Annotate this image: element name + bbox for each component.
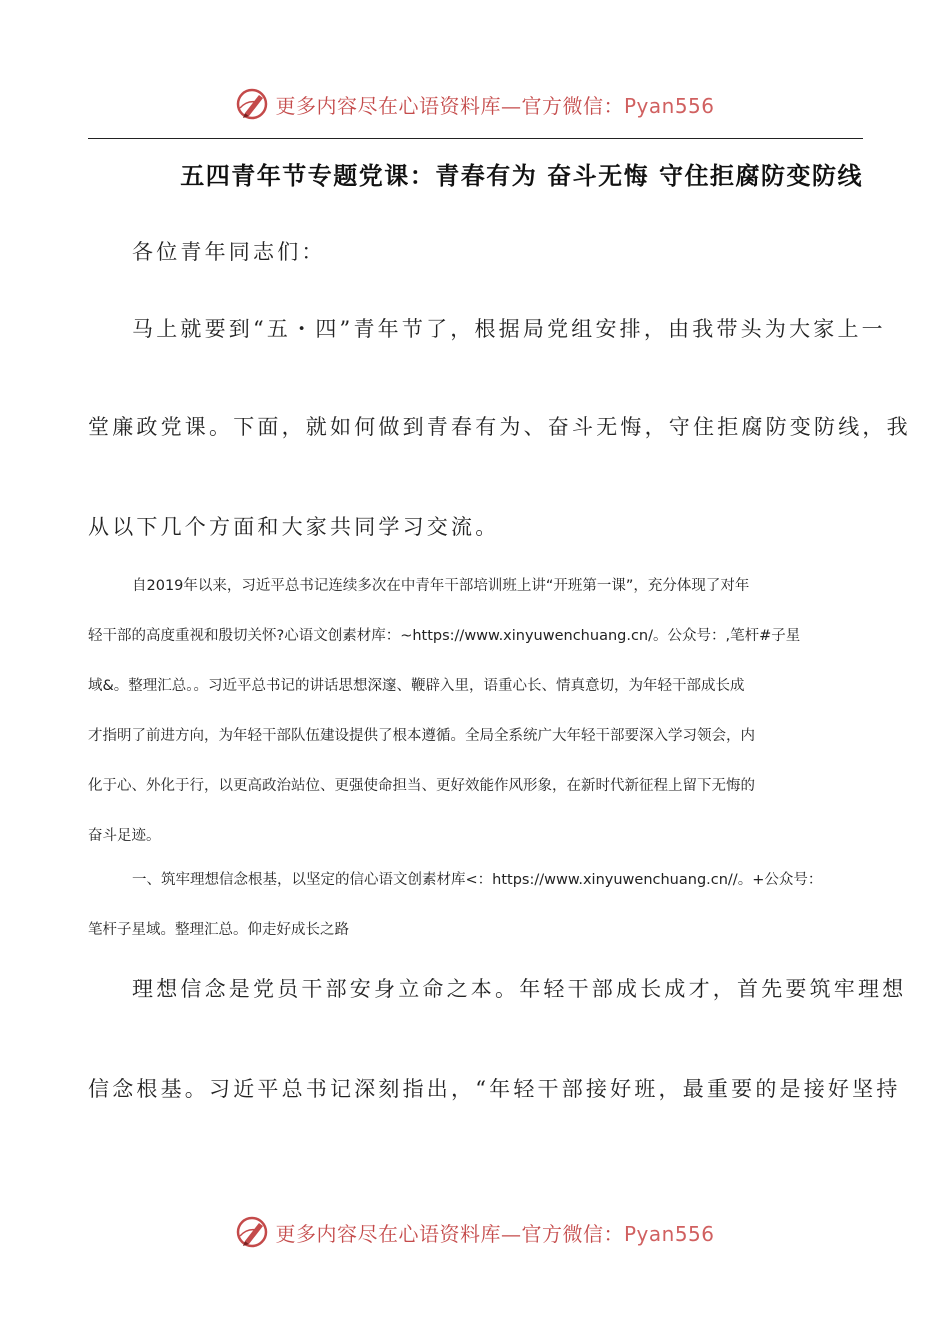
paragraph-1-line: 轻干部的高度重视和殷切关怀?心语文创素材库：~https://www.xinyuwenchuang.cn/。公众号：,笔杆#子星: [88, 628, 801, 644]
banner-label: 官方微信：: [521, 1221, 624, 1246]
banner-dash: —: [500, 93, 522, 118]
paragraph-1-line: 奋斗足迹。: [88, 828, 161, 844]
banner-main: 更多内容尽在心语资料库: [275, 93, 501, 118]
document-title: 五四青年节专题党课：青春有为 奋斗无悔 守住拒腐防变防线: [180, 161, 863, 190]
paragraph-1-line: 才指明了前进方向，为年轻干部队伍建设提供了根本遵循。全局全系统广大年轻干部要深入学习领会，内: [88, 728, 755, 744]
intro-line-2: 堂廉政党课。下面，就如何做到青春有为、奋斗无悔，守住拒腐防变防线，我: [88, 415, 911, 439]
pen-logo-icon: [235, 1214, 271, 1250]
header-divider: [88, 138, 863, 139]
paragraph-1: [88, 561, 863, 861]
banner-label: 官方微信：: [521, 93, 624, 118]
paragraph-1-line: 化于心、外化于行，以更高政治站位、更强使命担当、更好效能作风形象，在新时代新征程上留下无悔的: [88, 778, 755, 794]
intro-line-3: 从以下几个方面和大家共同学习交流。: [88, 515, 500, 539]
section-1-line: 一、筑牢理想信念根基，以坚定的信心语文创素材库<：https://www.xinyuwenchuang.cn//。+公众号：: [132, 872, 823, 888]
paragraph-1-line: 自2019年以来，习近平总书记连续多次在中青年干部培训班上讲“开班第一课”，充分体现了对年: [132, 578, 750, 594]
body-line-2: 信念根基。习近平总书记深刻指出，“年轻干部接好班，最重要的是接好坚持: [88, 1077, 901, 1101]
footer-banner: [0, 1212, 950, 1252]
header-banner: [0, 84, 950, 124]
banner-id: Pyan556: [623, 93, 715, 118]
banner-dash: —: [500, 1221, 522, 1246]
greeting: 各位青年同志们：: [132, 240, 326, 264]
section-1-heading: [88, 855, 863, 955]
intro-line-1: 马上就要到“五・四”青年节了，根据局党组安排，由我带头为大家上一: [132, 317, 886, 341]
banner-id: Pyan556: [623, 1221, 715, 1246]
section-1-line: 笔杆子星域。整理汇总。仰走好成长之路: [88, 922, 349, 938]
paragraph-1-line: 域&。整理汇总。。习近平总书记的讲话思想深邃、鞭辟入里，语重心长、情真意切，为年轻干部成长成: [88, 678, 745, 694]
body-line-1: 理想信念是党员干部安身立命之本。年轻干部成长成才，首先要筑牢理想: [132, 977, 907, 1001]
pen-logo-icon: [235, 86, 271, 122]
banner-main: 更多内容尽在心语资料库: [275, 1221, 501, 1246]
